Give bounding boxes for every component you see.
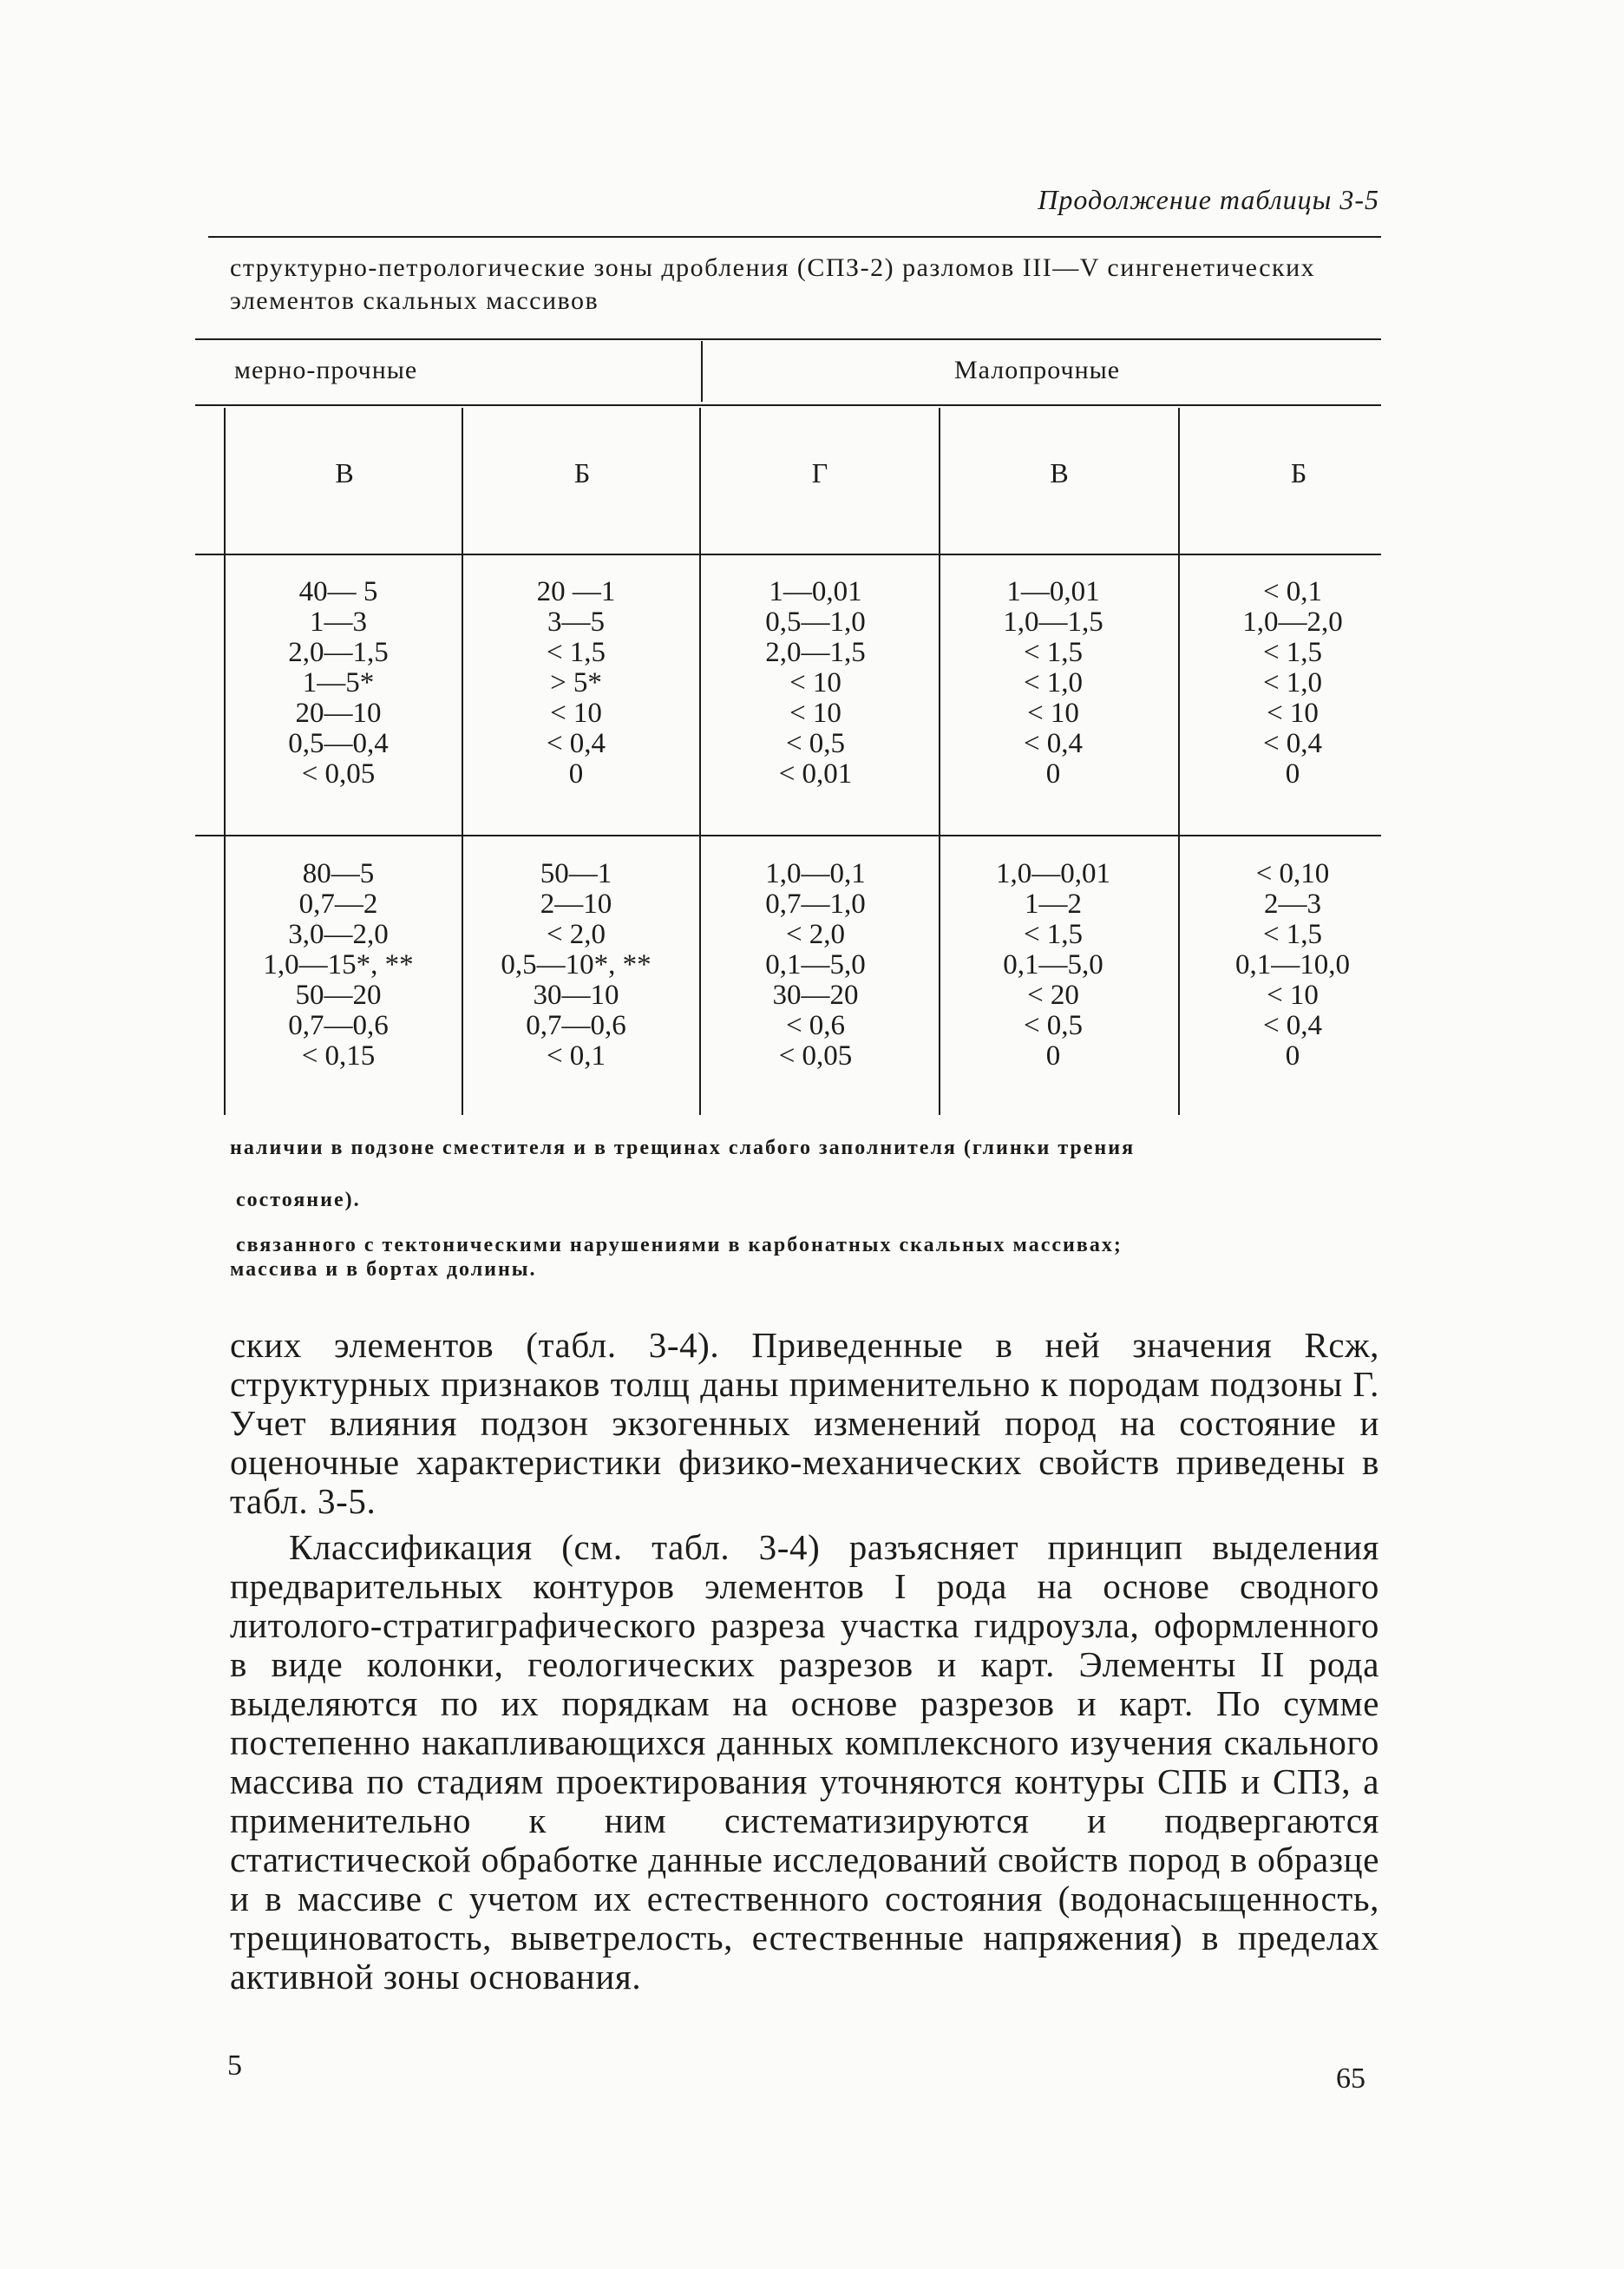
table-cell: 1,0—0,01 1—2 < 1,5 0,1—5,0 < 20 < 0,5 0 bbox=[996, 858, 1110, 1072]
paragraph: Классификация (см. табл. 3-4) разъясняет принцип выделения предварительных контуров элементов I рода на основе сводного литолого-стратиграфического разреза участка гидроузла, оформленного в виде колонки, геологических разрезов и карт. Элементы II рода выделяются по их порядкам на основе разрезов и карт. По сумме постепенно накапливающихся данных комплексного изучения скального массива по стадиям проектирования уточняются контуры СПБ и СПЗ, а применительно к ним систематизируются и подвергаются статистической обработке данные исследований свойств пород в образце и в массиве с учетом их естественного состояния (водонасыщенность, трещиноватость, выветрелость, естественные напряжения) в пределах активной зоны основания. bbox=[230, 1527, 1379, 1997]
group-label-merno: мерно-прочные bbox=[234, 356, 418, 384]
column-header-g: Г bbox=[811, 457, 828, 489]
footer-signature-mark: 5 bbox=[227, 2049, 242, 2082]
footnote-line: состояние). bbox=[236, 1189, 361, 1211]
column-header-v: В bbox=[1050, 457, 1069, 489]
paragraph: ских элементов (табл. 3-4). Приведенные в ней значения Rсж, структурных признаков толщ даны применительно к породам подзоны Г. Учет влияния подзон экзогенных изменений пород на состояние и оценочные характеристики физико-механических свойств приведены в табл. 3-5. bbox=[230, 1325, 1379, 1521]
table-cell: 1—0,01 0,5—1,0 2,0—1,5 < 10 < 10 < 0,5 < 0,01 bbox=[765, 576, 866, 790]
header-rule bbox=[195, 404, 1381, 406]
column-header-b: Б bbox=[1290, 457, 1307, 489]
table-cell: 50—1 2—10 < 2,0 0,5—10*, ** 30—10 0,7—0,6 < 0,1 bbox=[501, 858, 652, 1072]
table-cell: < 0,1 1,0—2,0 < 1,5 < 1,0 < 10 < 0,4 0 bbox=[1242, 576, 1343, 790]
row-rule bbox=[195, 835, 1381, 836]
footnote-line: наличии в подзоне сместителя и в трещинах слабого заполнителя (глинки трения bbox=[230, 1137, 1136, 1159]
column-header-v: В bbox=[335, 457, 354, 489]
table-cell: 1,0—0,1 0,7—1,0 < 2,0 0,1—5,0 30—20 < 0,6 < 0,05 bbox=[765, 858, 866, 1072]
group-divider bbox=[701, 341, 703, 402]
table-caption: Продолжение таблицы 3-5 bbox=[1038, 184, 1379, 215]
subheader-rule bbox=[195, 554, 1381, 555]
footnote-line: массива и в бортах долины. bbox=[230, 1258, 537, 1281]
table-cell: 80—5 0,7—2 3,0—2,0 1,0—15*, ** 50—20 0,7—0,6 < 0,15 bbox=[263, 858, 414, 1072]
body-text bbox=[230, 1326, 1379, 1997]
group-label-maloprochnye: Малопрочные bbox=[954, 356, 1121, 384]
footnote-line: связанного с тектоническими нарушениями в карбонатных скальных массивах; bbox=[236, 1234, 1123, 1256]
column-header-b: Б bbox=[573, 457, 591, 489]
table-cell: 1—0,01 1,0—1,5 < 1,5 < 1,0 < 10 < 0,4 0 bbox=[1003, 576, 1103, 790]
page-number: 65 bbox=[1336, 2062, 1365, 2095]
group-rule bbox=[195, 338, 1381, 340]
table-cell: < 0,10 2—3 < 1,5 0,1—10,0 < 10 < 0,4 0 bbox=[1235, 858, 1350, 1072]
table-cell: 20 —1 3—5 < 1,5 > 5* < 10 < 0,4 0 bbox=[536, 576, 616, 790]
table-heading: структурно-петрологические зоны дробления (СПЗ-2) разломов III—V сингенетических элементов скальных массивов bbox=[230, 253, 1316, 315]
table-cell: 40— 5 1—3 2,0—1,5 1—5* 20—10 0,5—0,4 < 0,05 bbox=[288, 576, 389, 790]
table-top-rule bbox=[208, 236, 1381, 238]
